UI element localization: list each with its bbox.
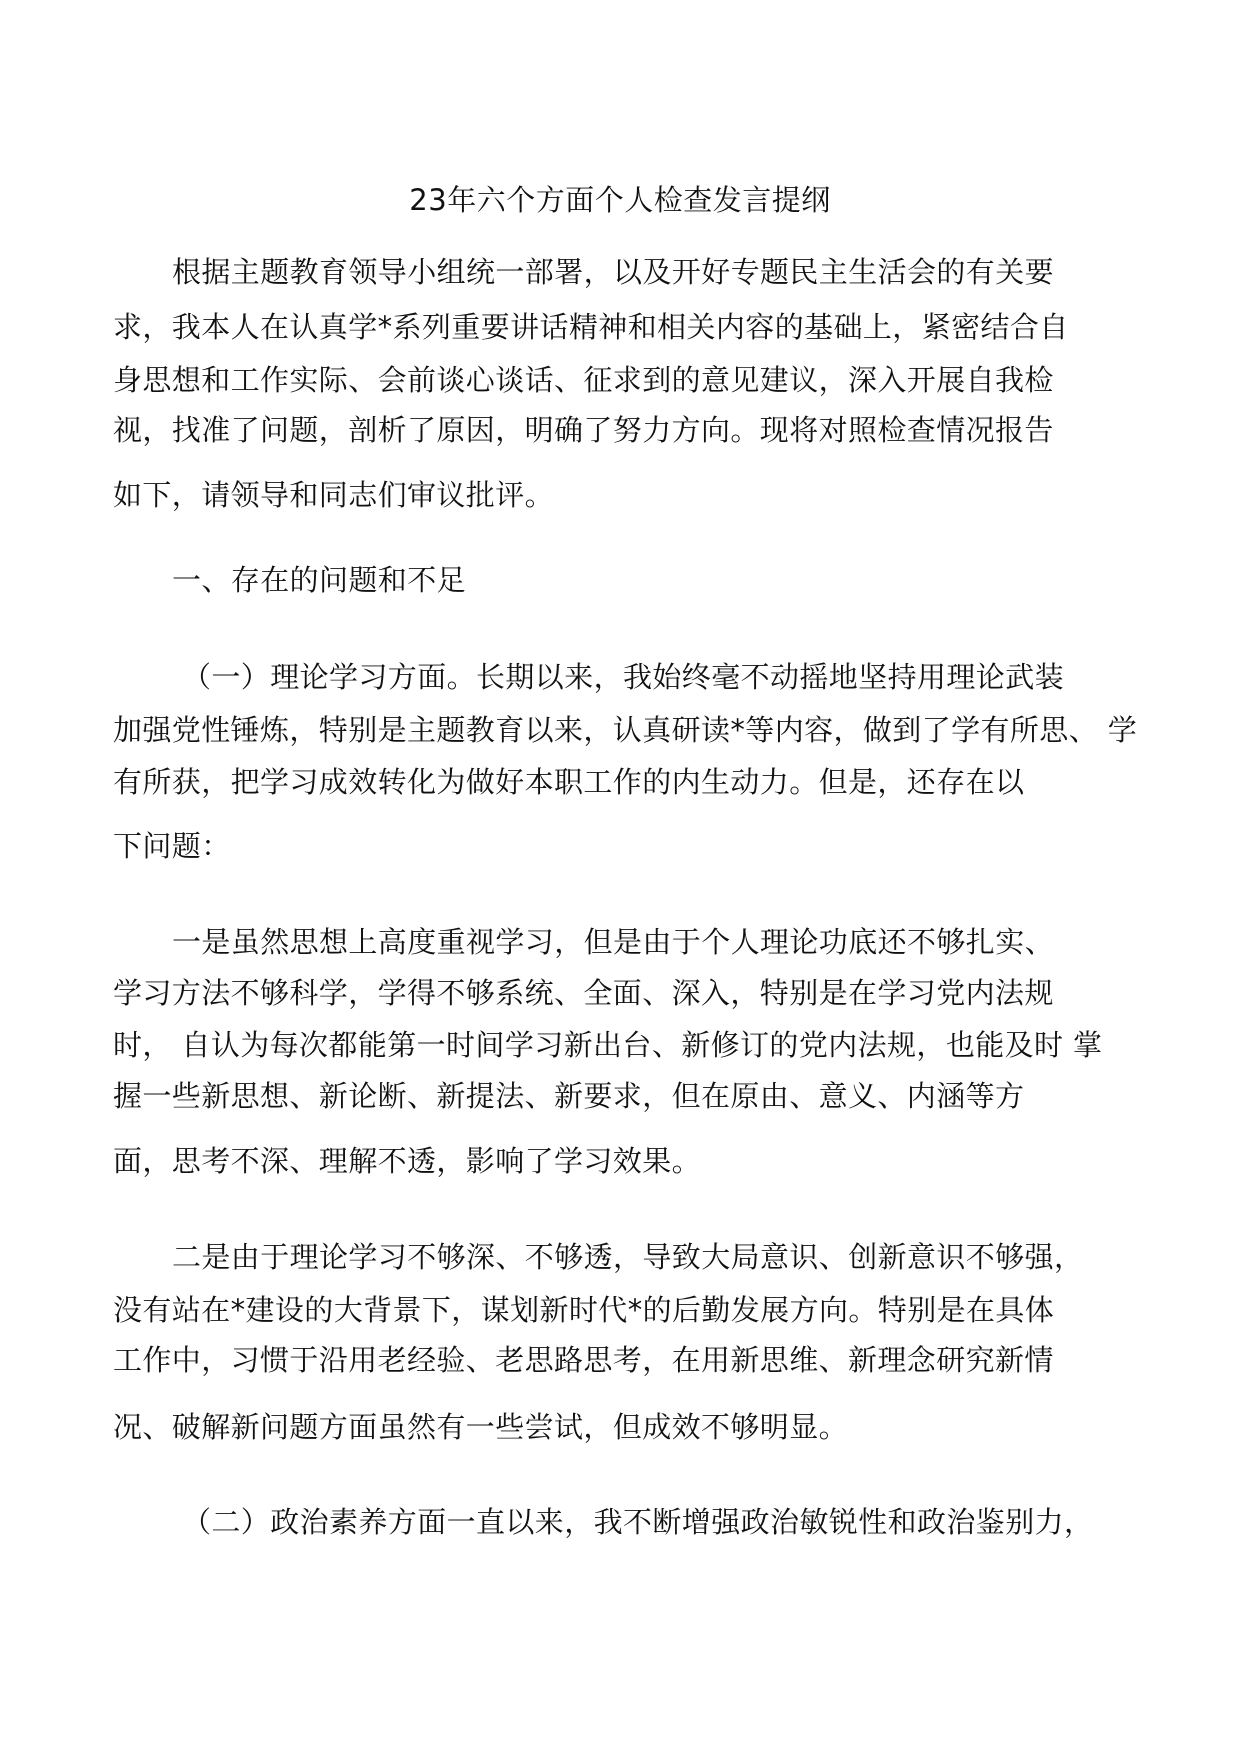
paragraph-line: 况、破解新问题方面虽然有一些尝试，但成效不够明显。: [113, 1410, 849, 1444]
paragraph-line: （二）政治素养方面一直以来，我不断增强政治敏锐性和政治鉴别力，: [182, 1505, 1094, 1539]
document-title: 23年六个方面个人检查发言提纲: [409, 183, 831, 217]
paragraph-line: 如下，请领导和同志们审议批评。: [113, 478, 555, 512]
paragraph-line: 一是虽然思想上高度重视学习，但是由于个人理论功底还不够扎实、: [172, 925, 1055, 959]
section-heading: 一、存在的问题和不足: [172, 563, 467, 597]
paragraph-line: 没有站在*建设的大背景下，谋划新时代*的后勤发展方向。特别是在具体: [113, 1293, 1055, 1327]
paragraph-line: 下问题：: [113, 829, 231, 863]
paragraph-line: 面，思考不深、理解不透，影响了学习效果。: [113, 1144, 702, 1178]
paragraph-line: 视，找准了问题，剖析了原因，明确了努力方向。现将对照检查情况报告: [113, 413, 1054, 447]
paragraph-line: （一）理论学习方面。长期以来，我始终毫不动摇地坚持用理论武装: [182, 660, 1065, 694]
paragraph-line: 二是由于理论学习不够深、不够透，导致大局意识、创新意识不够强，: [172, 1240, 1084, 1274]
paragraph-line: 握一些新思想、新论断、新提法、新要求，但在原由、意义、内涵等方: [113, 1079, 1025, 1113]
paragraph-line: 学习方法不够科学，学得不够系统、全面、深入，特别是在学习党内法规: [113, 976, 1054, 1010]
paragraph-line: 工作中，习惯于沿用老经验、老思路思考，在用新思维、新理念研究新情: [113, 1343, 1054, 1377]
paragraph-line: 身思想和工作实际、会前谈心谈话、征求到的意见建议，深入开展自我检: [113, 363, 1054, 397]
paragraph-line: 加强党性锤炼，特别是主题教育以来，认真研读*等内容，做到了学有所思、 学: [113, 713, 1138, 747]
paragraph-line: 时， 自认为每次都能第一时间学习新出台、新修订的党内法规，也能及时 掌: [113, 1028, 1103, 1062]
paragraph-line: 有所获，把学习成效转化为做好本职工作的内生动力。但是，还存在以: [113, 765, 1025, 799]
paragraph-line: 根据主题教育领导小组统一部署，以及开好专题民主生活会的有关要: [172, 255, 1055, 289]
paragraph-line: 求，我本人在认真学*系列重要讲话精神和相关内容的基础上，紧密结合自: [113, 310, 1069, 344]
